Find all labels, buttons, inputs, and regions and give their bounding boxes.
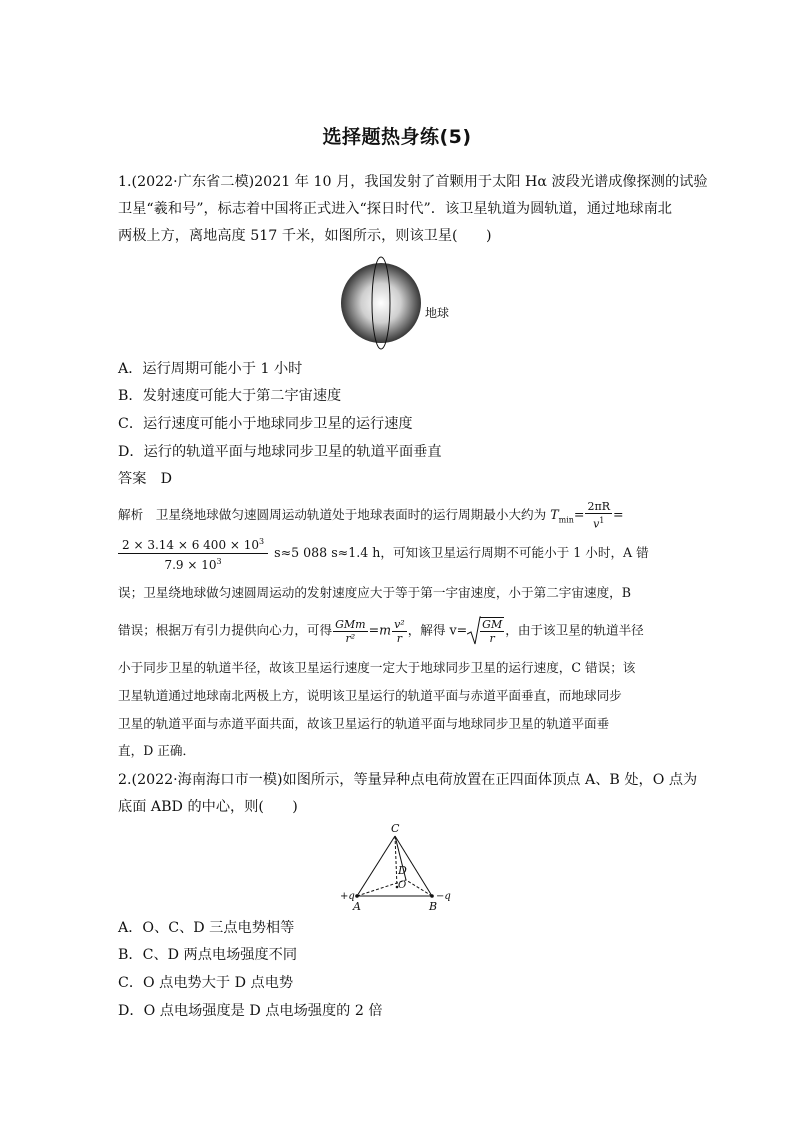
period-symbol: T bbox=[550, 506, 559, 522]
tetrahedron-diagram bbox=[335, 820, 465, 915]
label-o: O bbox=[398, 880, 407, 891]
charge-a-dot bbox=[355, 894, 359, 898]
velocity-fraction bbox=[480, 617, 504, 645]
q1-option-c: C．运行速度可能小于地球同步卫星的运行速度 bbox=[118, 416, 413, 432]
velocity-numerator: GM bbox=[482, 618, 503, 631]
centripetal-denominator: r bbox=[396, 631, 403, 645]
numeric-fraction bbox=[118, 534, 268, 573]
analysis-text-4b: ，解得 v= bbox=[407, 622, 468, 638]
mass-term: =m bbox=[368, 622, 392, 638]
label-b: B bbox=[429, 900, 438, 913]
earth-sphere bbox=[341, 263, 421, 343]
page-title: 选择题热身练(5) bbox=[322, 126, 472, 148]
label-d: D bbox=[398, 864, 407, 877]
earth-diagram bbox=[335, 253, 465, 358]
q1-analysis-line-6: 卫星轨道通过地球南北两极上方，说明该卫星运行的轨道平面与赤道平面垂直，而地球同步 bbox=[118, 688, 622, 703]
q1-analysis-line-7: 卫星的轨道平面与赤道平面共面，故该卫星运行的轨道平面与地球同步卫星的轨道平面垂 bbox=[118, 716, 610, 731]
analysis-text-4a: 错误；根据万有引力提供向心力，可得 bbox=[118, 622, 333, 638]
gravity-denominator: r² bbox=[345, 631, 356, 645]
q1-analysis-line-2 bbox=[118, 534, 649, 573]
label-a: A bbox=[353, 900, 361, 913]
period-numerator: 2πR bbox=[587, 500, 610, 513]
q1-stem-line-1: 1.(2022·广东省二模)2021 年 10 月，我国发射了首颗用于太阳 Hα 波段光谱成像探测的试验 bbox=[118, 174, 708, 190]
q2-stem-line-1: 2.(2022·海南海口市一模)如图所示，等量异种点电荷放置在正四面体顶点 A、B 处，O 点为 bbox=[118, 772, 698, 788]
edge-bd bbox=[406, 880, 432, 896]
equals-sign: = bbox=[573, 506, 585, 522]
q1-analysis-line-4 bbox=[118, 616, 644, 646]
gravity-fraction bbox=[333, 618, 367, 645]
gravity-numerator: GMm bbox=[335, 617, 366, 631]
q2-option-a: A．O、C、D 三点电势相等 bbox=[118, 920, 295, 936]
equals-sign-2: = bbox=[612, 506, 624, 522]
centripetal-numerator: v² bbox=[394, 617, 405, 631]
period-fraction bbox=[585, 500, 612, 531]
q2-option-d: D．O 点电场强度是 D 点电场强度的 2 倍 bbox=[118, 1003, 383, 1019]
tetrahedron-figure bbox=[335, 820, 465, 915]
period-subscript: min bbox=[558, 515, 574, 525]
edge-ca bbox=[357, 836, 395, 896]
earth-label: 地球 bbox=[425, 306, 450, 320]
q1-stem-line-3: 两极上方，离地高度 517 千米，如图所示，则该卫星( ) bbox=[118, 228, 492, 244]
numeric-denominator-sup: 3 bbox=[216, 557, 222, 566]
q1-option-b: B．发射速度可能大于第二宇宙速度 bbox=[118, 388, 342, 404]
analysis-text-4c: ，由于该卫星的轨道半径 bbox=[505, 622, 644, 638]
sqrt-expression bbox=[467, 616, 505, 646]
numeric-denominator: 7.9 × 10 bbox=[164, 558, 217, 572]
q1-analysis-line-3: 误；卫星绕地球做匀速圆周运动的发射速度应大于等于第一宇宙速度，小于第二宇宙速度，B bbox=[118, 585, 632, 600]
analysis-text-2: s≈5 088 s≈1.4 h，可知该卫星运行周期不可能小于 1 小时，A 错 bbox=[274, 545, 649, 560]
sqrt-sign-icon bbox=[467, 616, 481, 646]
q1-analysis-line-8: 直，D 正确． bbox=[118, 743, 196, 758]
q1-stem-line-2: 卫星“羲和号”，标志着中国将正式进入“探日时代”．该卫星轨道为圆轨道，通过地球南北 bbox=[118, 201, 672, 217]
q1-answer: 答案 D bbox=[118, 471, 172, 487]
q1-analysis-line-1 bbox=[118, 500, 624, 531]
label-minus-q: −q bbox=[436, 891, 451, 902]
velocity-denominator: r bbox=[489, 632, 495, 645]
numeric-numerator: 2 × 3.14 × 6 400 × 10 bbox=[122, 538, 260, 552]
label-plus-q: +q bbox=[340, 891, 355, 902]
q2-option-b: B．C、D 两点电场强度不同 bbox=[118, 947, 298, 963]
period-denominator-sup: 1 bbox=[599, 516, 605, 525]
centripetal-fraction bbox=[392, 618, 407, 645]
analysis-text-1: 解析 卫星绕地球做匀速圆周运动轨道处于地球表面时的运行周期最小大约为 bbox=[118, 506, 547, 522]
numeric-numerator-sup: 3 bbox=[259, 537, 265, 546]
period-denominator: v bbox=[593, 517, 600, 531]
q2-option-c: C．O 点电势大于 D 点电势 bbox=[118, 975, 294, 991]
q1-analysis-line-5: 小于同步卫星的轨道半径，故该卫星运行速度一定大于地球同步卫星的运行速度，C 错误；该 bbox=[118, 660, 636, 675]
charge-b-dot bbox=[430, 894, 434, 898]
earth-satellite-figure bbox=[335, 253, 465, 358]
q1-option-a: A．运行周期可能小于 1 小时 bbox=[118, 361, 303, 377]
q1-option-d: D．运行的轨道平面与地球同步卫星的轨道平面垂直 bbox=[118, 444, 442, 460]
q2-stem-line-2: 底面 ABD 的中心，则( ) bbox=[118, 799, 298, 815]
label-c: C bbox=[391, 822, 400, 835]
